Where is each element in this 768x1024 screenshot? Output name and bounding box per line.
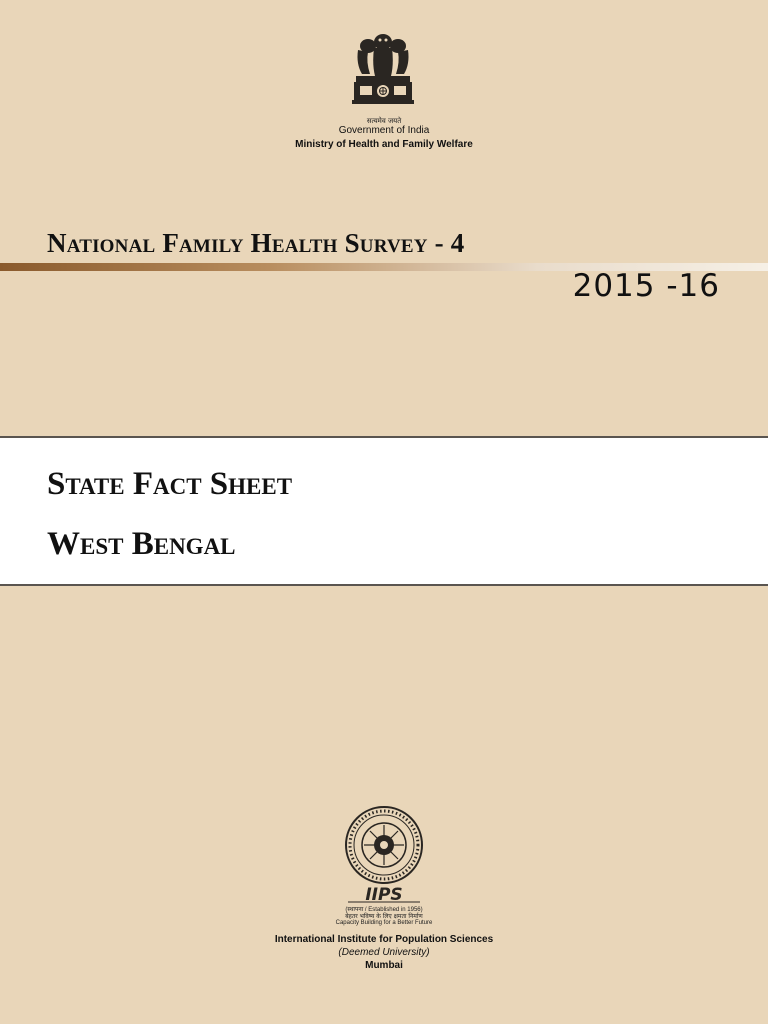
institute-city: Mumbai [365, 960, 403, 971]
national-emblem-icon [346, 28, 420, 116]
state-name: West Bengal [47, 526, 236, 562]
motto-hindi: सत्यमेव जयते [366, 117, 402, 125]
iips-seal-icon [343, 804, 425, 886]
fact-sheet-title: State Fact Sheet [47, 466, 293, 502]
hindi-tagline: बेहतर भविष्य के लिए क्षमता निर्माण [345, 913, 423, 920]
established-text: (स्थापना / Established in 1956) [345, 907, 423, 913]
government-name: Government of India [338, 125, 430, 136]
iips-logo [340, 884, 428, 904]
deemed-university: (Deemed University) [338, 947, 430, 958]
survey-year: 2015 -16 [572, 268, 720, 304]
survey-title: National Family Health Survey - 4 [47, 228, 465, 258]
government-block [0, 117, 768, 137]
iips-logo-text: IIPS [365, 885, 403, 904]
title-band [0, 436, 768, 586]
ministry-name: Ministry of Health and Family Welfare [295, 139, 473, 150]
institute-name: International Institute for Population Sciences [274, 934, 494, 945]
tagline: Capacity Building for a Better Future [335, 920, 433, 926]
